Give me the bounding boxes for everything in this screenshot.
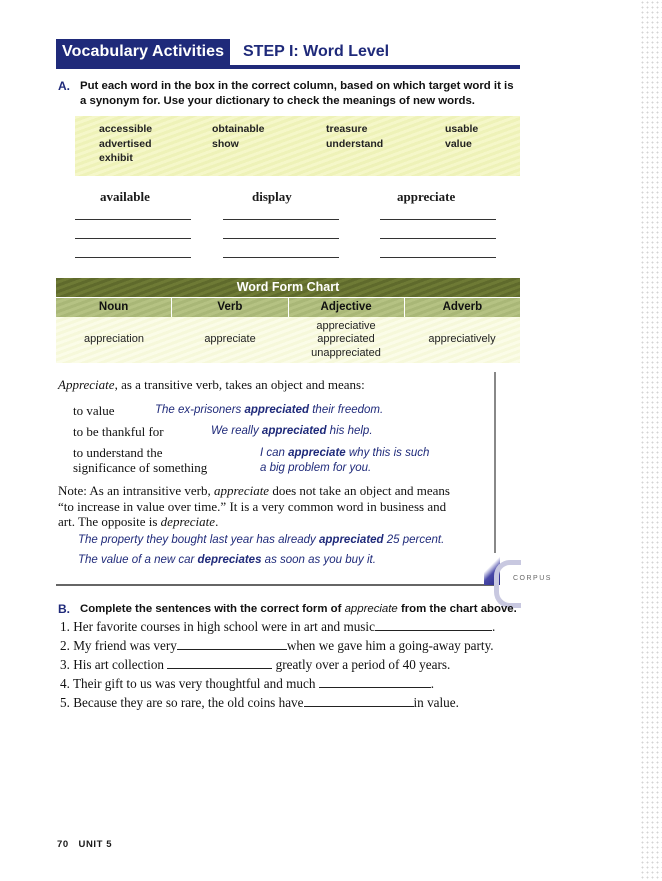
example-text: as soon as you buy it. <box>261 554 376 566</box>
sentence-text: Her favorite courses in high school were in art and music <box>73 619 375 634</box>
sense-label: to value <box>73 403 115 418</box>
exercise-b-text <box>80 602 528 617</box>
chart-header-noun: Noun <box>56 298 172 317</box>
sentence-text: My friend was very <box>73 638 177 653</box>
instruction-italic: appreciate <box>344 603 398 615</box>
answer-line[interactable] <box>223 219 339 220</box>
example-text: his help. <box>326 425 373 437</box>
chart-header-adverb: Adverb <box>405 298 520 317</box>
sentence-4 <box>60 676 434 692</box>
word-box-item: treasure <box>326 123 368 135</box>
word-form-chart <box>56 278 520 363</box>
sentence-text: Because they are so rare, the old coins have <box>73 695 304 710</box>
note-italic: depreciate <box>160 514 216 529</box>
category-display: display <box>252 189 292 204</box>
sentence-number: 3. <box>60 657 70 672</box>
corpus-label: CORPUS <box>513 575 552 582</box>
chart-cell-noun <box>56 317 172 363</box>
example-text: 25 percent. <box>383 534 445 546</box>
answer-blank[interactable] <box>304 696 414 707</box>
exercise-a-text: Put each word in the box in the correct column, based on which target word it is a synonym for. Use your dictionary to check the meanings of new words. <box>80 80 514 107</box>
exercise-b-letter: B. <box>58 602 70 616</box>
answer-line[interactable] <box>75 219 191 220</box>
sentence-number: 4. <box>60 676 70 691</box>
sentence-5 <box>60 695 459 711</box>
word-box-item: show <box>212 137 239 150</box>
example-text: The ex-prisoners <box>155 404 245 416</box>
page-number: 70 <box>57 839 69 850</box>
note-text: “to increase in value over time.” It is a very common word in business and <box>58 498 447 514</box>
category-appreciate: appreciate <box>397 189 456 204</box>
example-sentence <box>78 554 376 566</box>
example-sentence <box>155 404 383 416</box>
note-text: . <box>215 514 219 529</box>
example-text: I can <box>260 447 289 459</box>
exercise-a-instruction <box>58 79 520 109</box>
example-text: their freedom. <box>309 404 384 416</box>
word-box-column <box>326 122 383 151</box>
step-title: STEP I: Word Level <box>243 43 390 60</box>
answer-line[interactable] <box>75 257 191 258</box>
word-box-item: advertised <box>99 137 152 150</box>
answer-line[interactable] <box>380 257 496 258</box>
example-text: a big problem for you. <box>260 462 372 474</box>
sentence-text: His art collection <box>73 657 168 672</box>
answer-line[interactable] <box>380 219 496 220</box>
sentence-number: 1. <box>60 619 70 634</box>
sentence-number: 5. <box>60 695 70 710</box>
example-sentence <box>260 446 429 476</box>
noun-form: appreciation <box>84 333 144 346</box>
adjective-form: unappreciated <box>311 346 381 359</box>
sense-label <box>73 445 207 475</box>
example-text: why this is such <box>345 447 430 459</box>
sentence-text: . <box>491 619 496 634</box>
word-box-item: accessible <box>99 123 153 135</box>
word-box-column <box>99 122 152 166</box>
section-header <box>56 39 520 69</box>
word-box-item: exhibit <box>99 152 133 164</box>
word-box-item: usable <box>445 123 479 135</box>
note-text: art. The opposite is <box>58 514 161 529</box>
answer-line[interactable] <box>75 238 191 239</box>
sentence-1 <box>60 619 495 635</box>
word-box-column <box>445 122 478 151</box>
section-tab: Vocabulary Activities <box>56 39 230 65</box>
chart-cell-verb <box>172 317 288 363</box>
category-available: available <box>100 189 150 204</box>
adverb-form: appreciatively <box>428 333 496 346</box>
sentence-number: 2. <box>60 638 70 653</box>
example-sentence <box>78 534 444 546</box>
chart-header-row <box>56 298 520 317</box>
chart-body-row <box>56 317 520 363</box>
note-text: Note: As an intransitive verb, <box>58 483 214 498</box>
chart-header-adjective: Adjective <box>289 298 405 317</box>
definition-intro <box>58 377 365 393</box>
note-italic: appreciate <box>213 483 270 498</box>
example-text: The property they bought last year has already <box>78 534 320 546</box>
example-sentence <box>211 425 373 437</box>
verb-form: appreciate <box>204 333 256 346</box>
unit-label: UNIT 5 <box>78 839 113 850</box>
answer-blank[interactable] <box>167 658 272 669</box>
example-text: The value of a new car <box>78 554 198 566</box>
sentence-3 <box>60 657 450 673</box>
chart-cell-adverb <box>404 317 520 363</box>
word-box-item: obtainable <box>212 123 265 135</box>
sentence-text: greatly over a period of 40 years. <box>272 657 451 672</box>
word-box-item: understand <box>326 137 384 150</box>
chart-header-verb: Verb <box>172 298 288 317</box>
example-text: We really <box>211 425 262 437</box>
answer-line[interactable] <box>223 238 339 239</box>
chart-cell-adjective <box>288 317 404 363</box>
answer-blank[interactable] <box>375 620 492 631</box>
exercise-a-letter: A. <box>58 79 70 93</box>
intro-rest: , as a transitive verb, takes an object and means: <box>114 377 365 392</box>
chart-title: Word Form Chart <box>56 278 520 297</box>
example-keyword: appreciated <box>261 425 327 437</box>
answer-line[interactable] <box>223 257 339 258</box>
instruction-text: from the chart above. <box>397 603 517 615</box>
page-footer <box>57 839 112 850</box>
example-keyword: appreciated <box>244 404 310 416</box>
answer-blank[interactable] <box>319 677 431 688</box>
word-box-item: value <box>445 137 472 150</box>
corpus-logo-icon <box>494 560 521 608</box>
example-keyword: depreciates <box>197 554 262 566</box>
example-keyword: appreciate <box>288 447 346 459</box>
answer-line[interactable] <box>380 238 496 239</box>
word-box-column <box>212 122 265 151</box>
instruction-text: Complete the sentences with the correct form of <box>80 603 345 615</box>
example-keyword: appreciated <box>319 534 384 546</box>
sense-line: to understand the <box>73 445 163 460</box>
sentence-text: Their gift to us was very thoughtful and much <box>72 676 319 691</box>
sentence-text: in value. <box>413 695 459 710</box>
note-text: does not take an object and means <box>269 483 450 498</box>
exercise-b-instruction <box>58 602 528 617</box>
sentence-2 <box>60 638 494 654</box>
sense-line: significance of something <box>73 460 208 475</box>
intro-word: Appreciate <box>58 377 115 392</box>
answer-blank[interactable] <box>177 639 287 650</box>
adjective-form: appreciative <box>316 319 376 332</box>
adjective-form: appreciated <box>317 333 375 346</box>
page-edge-texture <box>640 0 662 881</box>
sentence-text: . <box>430 676 435 691</box>
word-box <box>75 116 520 176</box>
sense-label: to be thankful for <box>73 424 164 439</box>
definition-note <box>58 483 498 530</box>
sentence-text: when we gave him a going-away party. <box>286 638 494 653</box>
